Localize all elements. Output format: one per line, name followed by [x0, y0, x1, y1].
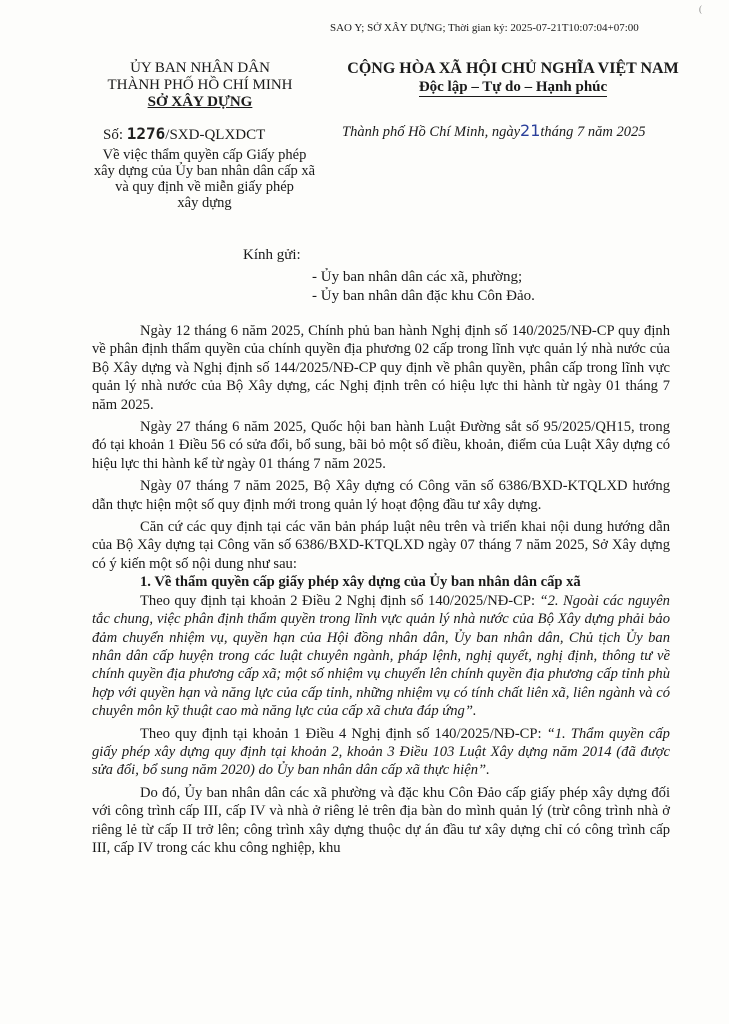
document-body [92, 322, 670, 861]
paragraph-7: Do đó, Ủy ban nhân dân các xã phường và đặc khu Côn Đảo cấp giấy phép xây dựng đối với công trình cấp III, cấp IV và nhà ở riêng lẻ trên địa bàn do mình quản lý (trừ công trình nhà ở riêng lẻ từ cấp II trở lên; công trình xây dựng thuộc dự án đầu tư xây dựng chỉ có công trình cấp III, cấp IV trong các khu công nghiệp, khu [92, 784, 670, 856]
subject-line-2: xây dựng của Ủy ban nhân dân cấp xã [93, 163, 316, 179]
issuing-agency [95, 60, 305, 111]
corner-mark: ( [699, 4, 702, 14]
doc-number-value: 1276 [126, 124, 166, 143]
paragraph-1: Ngày 12 tháng 6 năm 2025, Chính phủ ban hành Nghị định số 140/2025/NĐ-CP quy định về phân định thẩm quyền của chính quyền địa phương 02 cấp trong lĩnh vực quản lý nhà nước của Bộ Xây dựng và Nghị định số 144/2025/NĐ-CP quy định về phân quyền, phân cấp trong lĩnh vực quản lý nhà nước của Bộ Xây dựng, các Nghị định trên có hiệu lực thi hành từ ngày 01 tháng 7 năm 2025. [92, 323, 670, 413]
issue-date [342, 121, 646, 141]
paragraph-5-lead: Theo quy định tại khoản 2 Điều 2 Nghị định số 140/2025/NĐ-CP: [140, 592, 540, 609]
document-subject [72, 147, 337, 211]
doc-number-suffix: /SXD-QLXDCT [165, 127, 266, 143]
paragraph-6-quote: “1. Thẩm quyền cấp giấy phép xây dựng quy định tại khoản 2, khoản 3 Điều 103 Luật Xây dựng năm 2014 (đã được sửa đổi, bổ sung năm 2020) do Ủy ban nhân dân cấp xã thực hiện”. [92, 725, 670, 779]
national-motto-text: Độc lập – Tự do – Hạnh phúc [418, 79, 608, 95]
recipient-1: - Ủy ban nhân dân các xã, phường; [312, 269, 523, 285]
recipient-2: - Ủy ban nhân dân đặc khu Côn Đảo. [312, 288, 535, 304]
section-heading-1: 1. Về thẩm quyền cấp giấy phép xây dựng của Ủy ban nhân dân cấp xã [140, 574, 581, 591]
subject-line-4: xây dựng [177, 195, 232, 211]
paragraph-6 [92, 725, 670, 780]
agency-line-3: SỞ XÂY DỰNG [147, 94, 253, 110]
agency-line-1: ỦY BAN NHÂN DÂN [130, 60, 270, 76]
date-before: Thành phố Hồ Chí Minh, ngày [342, 124, 521, 140]
paragraph-5-quote: “2. Ngoài các nguyên tắc chung, việc phân định thẩm quyền trong lĩnh vực quản lý nhà nước của Bộ Xây dựng phải bảo đảm chuyển nhiệm vụ, quyền hạn của Hội đồng nhân dân, Ủy ban nhân dân, Chủ tịch Ủy ban nhân dân cấp huyện trong các luật chuyên ngành, pháp lệnh, nghị quyết, nghị định, thông tư về chính quyền địa phương cấp xã; một số nhiệm vụ chuyển lên chính quyền địa phương cấp tỉnh phù hợp với quyền hạn và năng lực của cấp tỉnh, những nhiệm vụ có tính chất liên xã, liên ngành và có chuyên môn kỹ thuật cao mà năng lực của cấp xã chưa đáp ứng”. [92, 592, 670, 720]
national-header [318, 60, 708, 96]
document-number [103, 124, 265, 144]
paragraph-2: Ngày 27 tháng 6 năm 2025, Quốc hội ban hành Luật Đường sắt số 95/2025/QH15, trong đó tại khoản 1 Điều 56 có sửa đổi, bổ sung, bãi bỏ một số điều, khoản, điểm của Luật Xây dựng có hiệu lực thi hành kể từ ngày 01 tháng 7 năm 2025. [92, 419, 670, 472]
paragraph-3: Ngày 07 tháng 7 năm 2025, Bộ Xây dựng có Công văn số 6386/BXD-KTQLXD hướng dẫn thực hiện một số quy định mới trong quản lý hoạt động đầu tư xây dựng. [92, 478, 670, 513]
national-motto [318, 79, 708, 96]
digital-signature-stamp: SAO Y; SỞ XÂY DỰNG; Thời gian ký: 2025-07-21T10:07:04+07:00 [330, 22, 639, 34]
agency-line-2: THÀNH PHỐ HỒ CHÍ MINH [107, 77, 293, 93]
paragraph-4: Căn cứ các quy định tại các văn bản pháp luật nêu trên và triển khai nội dung hướng dẫn của Bộ Xây dựng tại Công văn số 6386/BXD-KTQLXD ngày 07 tháng 7 năm 2025, Sở Xây dựng có ý kiến một số nội dung như sau: [92, 519, 670, 572]
recipient-list [312, 268, 535, 306]
doc-number-prefix: Số: [103, 127, 124, 143]
subject-line-3: và quy định về miễn giấy phép [115, 179, 294, 195]
subject-line-1: Về việc thẩm quyền cấp Giấy phép [102, 147, 307, 163]
paragraph-6-lead: Theo quy định tại khoản 1 Điều 4 Nghị định số 140/2025/NĐ-CP: [140, 725, 547, 742]
paragraph-5 [92, 592, 670, 721]
greeting: Kính gửi: [243, 247, 301, 263]
date-day: 21 [520, 121, 541, 140]
date-after: tháng 7 năm 2025 [540, 124, 646, 140]
national-title: CỘNG HÒA XÃ HỘI CHỦ NGHĨA VIỆT NAM [347, 60, 679, 77]
